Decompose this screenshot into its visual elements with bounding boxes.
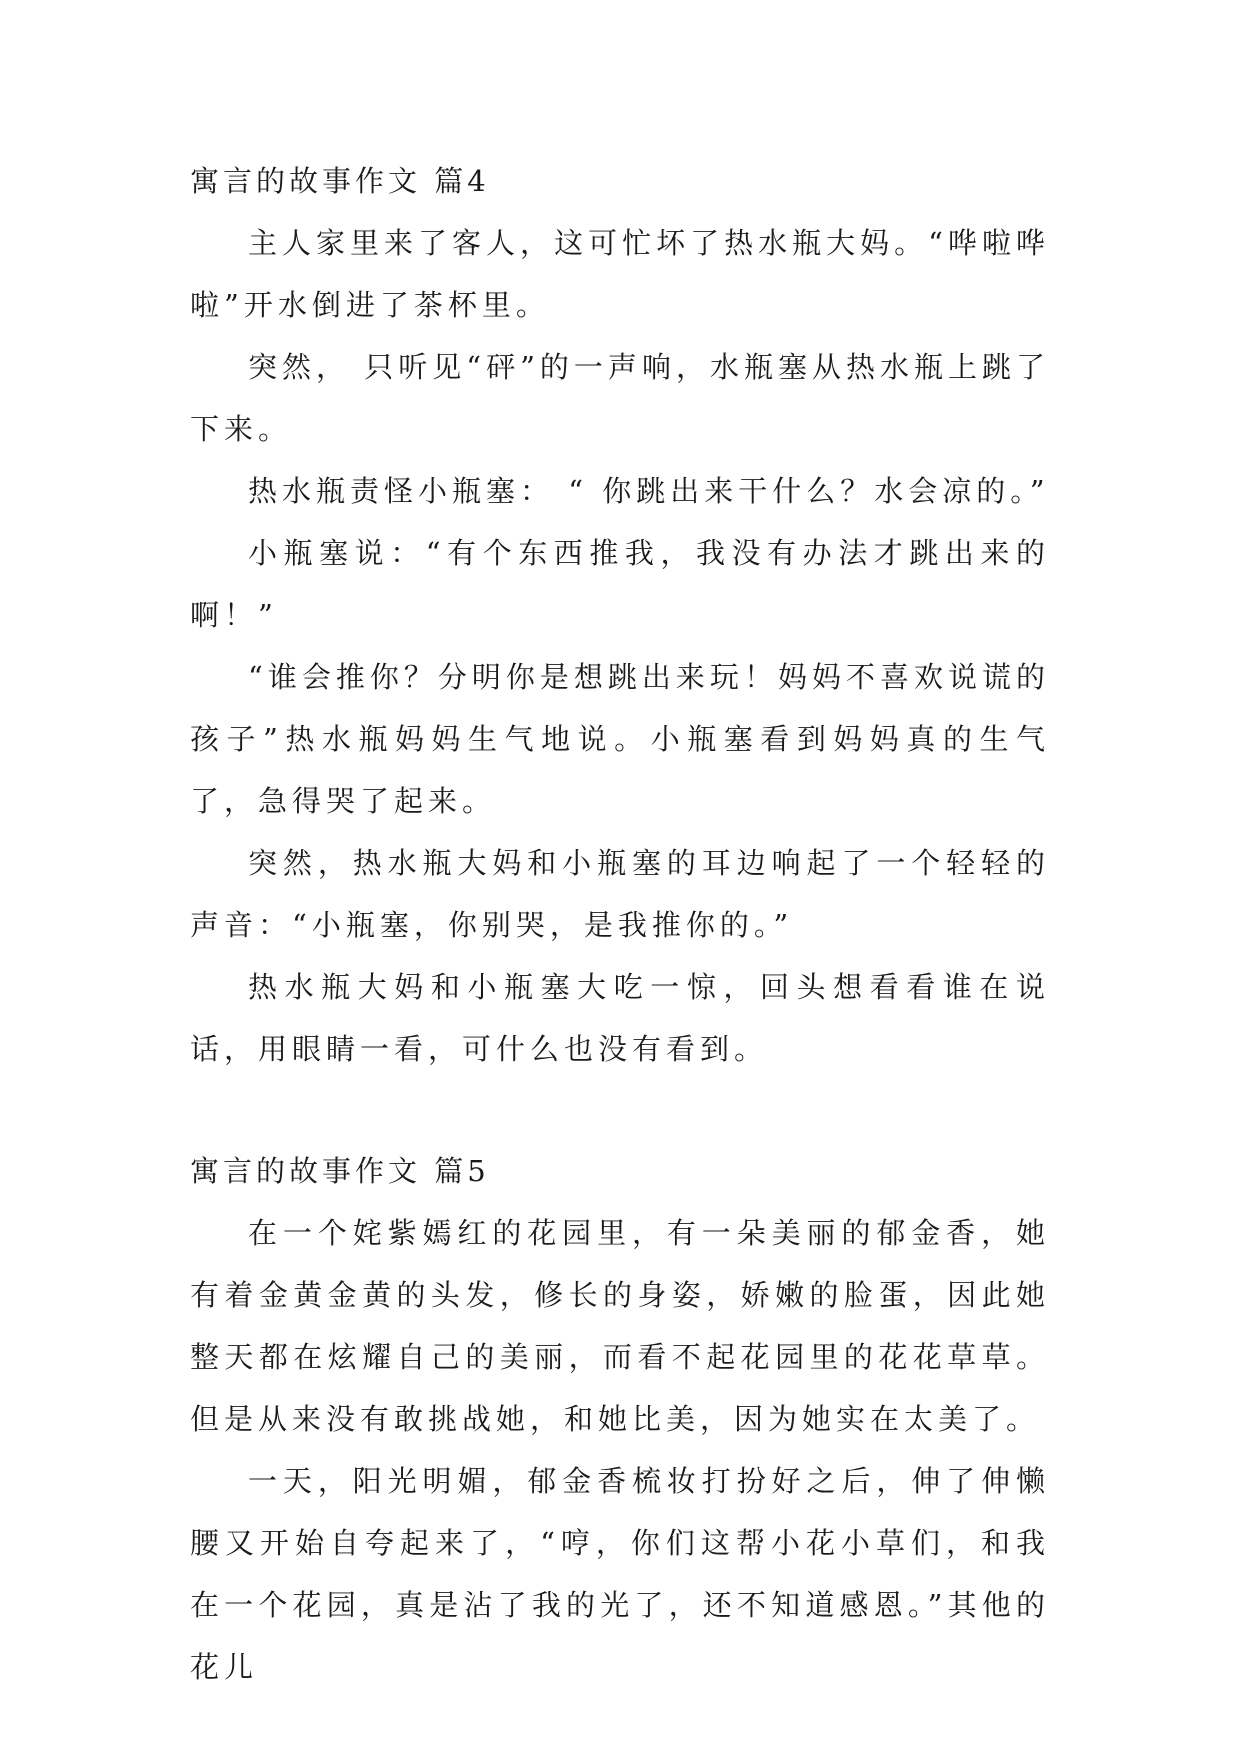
paragraph: “谁会推你？分明你是想跳出来玩！妈妈不喜欢说谎的孩子”热水瓶妈妈生气地说。小瓶塞看到妈妈真的生气了，急得哭了起来。 xyxy=(190,660,1050,818)
paragraph: 小瓶塞说：“有个东西推我，我没有办法才跳出来的啊！” xyxy=(190,536,1050,632)
paragraph: 主人家里来了客人，这可忙坏了热水瓶大妈。“哗啦哗啦”开水倒进了茶杯里。 xyxy=(190,226,1050,322)
paragraph: 突然，热水瓶大妈和小瓶塞的耳边响起了一个轻轻的声音：“小瓶塞，你别哭，是我推你的。” xyxy=(190,846,1050,942)
paragraph: 一天，阳光明媚，郁金香梳妆打扮好之后，伸了伸懒腰又开始自夸起来了，“哼，你们这帮小花小草们，和我在一个花园，真是沾了我的光了，还不知道感恩。”其他的花儿 xyxy=(190,1464,1050,1684)
document-body xyxy=(190,150,1050,1698)
section-heading: 寓言的故事作文 篇5 xyxy=(190,1154,490,1188)
paragraph: 在一个姹紫嫣红的花园里，有一朵美丽的郁金香，她有着金黄金黄的头发，修长的身姿，娇嫩的脸蛋，因此她整天都在炫耀自己的美丽，而看不起花园里的花花草草。但是从来没有敢挑战她，和她比美，因为她实在太美了。 xyxy=(190,1216,1050,1436)
paragraph: 突然， 只听见“砰”的一声响，水瓶塞从热水瓶上跳了下来。 xyxy=(190,350,1050,446)
essay-section-4 xyxy=(190,150,1050,1080)
paragraph: 热水瓶大妈和小瓶塞大吃一惊，回头想看看谁在说话，用眼睛一看，可什么也没有看到。 xyxy=(190,970,1050,1066)
essay-section-5 xyxy=(190,1140,1050,1698)
paragraph: 热水瓶责怪小瓶塞： “ 你跳出来干什么？水会凉的。” xyxy=(248,474,1050,508)
section-heading: 寓言的故事作文 篇4 xyxy=(190,164,490,198)
